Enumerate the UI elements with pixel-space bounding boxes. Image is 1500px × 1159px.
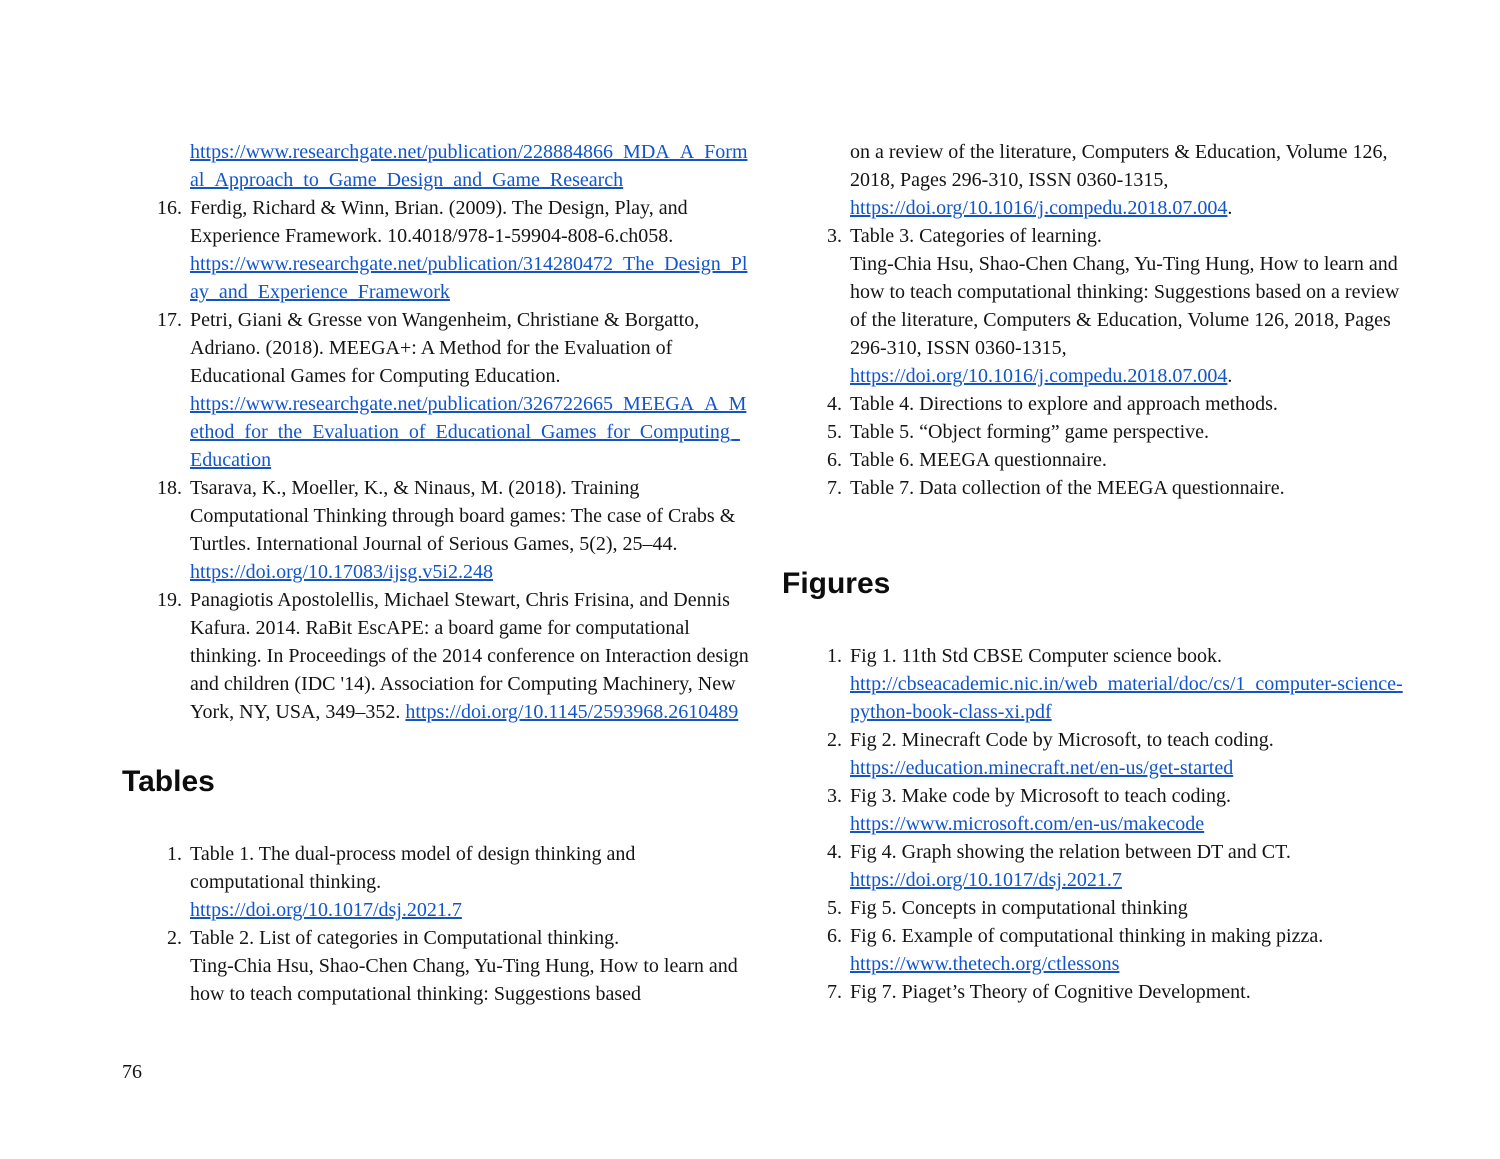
figures-item-5 <box>782 894 1414 922</box>
table-entry-text: Table 6. MEEGA questionnaire. <box>850 449 1107 471</box>
reference-link[interactable]: https://www.researchgate.net/publication/228884866_MDA_A_Formal_Approach_to_Game_Design_and_Game_Research <box>190 141 748 191</box>
reference-item-continuation <box>122 138 750 194</box>
table-entry-text: Table 3. Categories of learning. <box>850 225 1102 247</box>
reference-item-19 <box>122 586 750 726</box>
table-entry-text: Ting-Chia Hsu, Shao-Chen Chang, Yu-Ting Hung, How to learn and how to teach computational thinking: Suggestions based on a review of the literature, Computers & Education, Volume 126, 2018, Pages 296-310, ISSN 0360-1315, <box>850 253 1400 359</box>
figures-item-3 <box>782 782 1414 838</box>
table-entry-text: Table 2. List of categories in Computational thinking. <box>190 927 620 949</box>
list-number: 3. <box>827 785 842 807</box>
figure-entry-text: Fig 5. Concepts in computational thinking <box>850 897 1188 919</box>
reference-link[interactable]: https://www.researchgate.net/publication/326722665_MEEGA_A_Method_for_the_Evaluation_of_Educational_Games_for_Computing_Education <box>190 393 747 471</box>
reference-text: Ferdig, Richard & Winn, Brian. (2009). The Design, Play, and Experience Framework. 10.4018/978-1-59904-808-6.ch058. <box>190 197 688 247</box>
reference-text: Tsarava, K., Moeller, K., & Ninaus, M. (2018). Training Computational Thinking through board games: The case of Crabs & Turtles. International Journal of Serious Games, 5(2), 25–44. <box>190 477 736 555</box>
figures-item-1 <box>782 642 1414 726</box>
figures-item-7 <box>782 978 1414 1006</box>
tables-item-4 <box>782 390 1414 418</box>
list-number: 4. <box>827 841 842 863</box>
figure-entry-text: Fig 1. 11th Std CBSE Computer science book. <box>850 645 1223 667</box>
reference-text: Panagiotis Apostolellis, Michael Stewart, Chris Frisina, and Dennis Kafura. 2014. RaBit EscAPE: a board game for computational thinking. In Proceedings of the 2014 conference on Interaction design and children (IDC '14). Association for Computing Machinery, New York, NY, USA, 349–352. <box>190 589 749 723</box>
tables-item-2 <box>122 924 750 1008</box>
list-number: 7. <box>827 477 842 499</box>
table-entry-text: Ting-Chia Hsu, Shao-Chen Chang, Yu-Ting Hung, How to learn and how to teach computational thinking: Suggestions based <box>190 955 738 1005</box>
tables-item-3 <box>782 222 1414 390</box>
list-number: 7. <box>827 981 842 1003</box>
list-number: 1. <box>167 843 182 865</box>
list-number: 18. <box>157 477 182 499</box>
tables-heading: Tables <box>122 765 215 798</box>
list-number: 5. <box>827 421 842 443</box>
figure-entry-text: Fig 7. Piaget’s Theory of Cognitive Development. <box>850 981 1251 1003</box>
tables-item-1 <box>122 840 750 924</box>
reference-item-17 <box>122 306 750 474</box>
figure-entry-link[interactable]: https://www.microsoft.com/en-us/makecode <box>850 813 1205 835</box>
tables-item-2-continuation <box>782 138 1414 222</box>
reference-item-18 <box>122 474 750 586</box>
figure-entry-link[interactable]: https://www.thetech.org/ctlessons <box>850 953 1120 975</box>
reference-item-16 <box>122 194 750 306</box>
table-entry-text: Table 1. The dual-process model of design thinking and computational thinking. <box>190 843 636 893</box>
list-number: 19. <box>157 589 182 611</box>
table-entry-link[interactable]: https://doi.org/10.1016/j.compedu.2018.07.004 <box>850 365 1228 387</box>
table-entry-text: on a review of the literature, Computers & Education, Volume 126, 2018, Pages 296-310, ISSN 0360-1315, <box>850 141 1388 191</box>
list-number: 17. <box>157 309 182 331</box>
figure-entry-link[interactable]: http://cbseacademic.nic.in/web_material/doc/cs/1_computer-science-python-book-class-xi.pdf <box>850 673 1403 723</box>
list-number: 4. <box>827 393 842 415</box>
table-entry-text: Table 7. Data collection of the MEEGA questionnaire. <box>850 477 1285 499</box>
tables-item-7 <box>782 474 1414 502</box>
tables-item-6 <box>782 446 1414 474</box>
right-column <box>782 138 1414 1006</box>
list-number: 6. <box>827 925 842 947</box>
figure-entry-text: Fig 2. Minecraft Code by Microsoft, to teach coding. <box>850 729 1274 751</box>
left-column <box>122 138 750 1008</box>
reference-link[interactable]: https://doi.org/10.17083/ijsg.v5i2.248 <box>190 561 493 583</box>
figure-entry-link[interactable]: https://doi.org/10.1017/dsj.2021.7 <box>850 869 1122 891</box>
page-number: 76 <box>122 1061 142 1083</box>
table-entry-link[interactable]: https://doi.org/10.1016/j.compedu.2018.07.004 <box>850 197 1228 219</box>
table-entry-text: . <box>1227 197 1233 219</box>
figures-item-2 <box>782 726 1414 782</box>
list-number: 3. <box>827 225 842 247</box>
table-entry-text: Table 4. Directions to explore and approach methods. <box>850 393 1278 415</box>
list-number: 5. <box>827 897 842 919</box>
figure-entry-text: Fig 6. Example of computational thinking in making pizza. <box>850 925 1324 947</box>
list-number: 16. <box>157 197 182 219</box>
list-number: 1. <box>827 645 842 667</box>
reference-link[interactable]: https://doi.org/10.1145/2593968.2610489 <box>405 701 739 723</box>
reference-text: Petri, Giani & Gresse von Wangenheim, Christiane & Borgatto, Adriano. (2018). MEEGA+: A Method for the Evaluation of Educational Games for Computing Education. <box>190 309 700 387</box>
figures-heading: Figures <box>782 567 891 600</box>
list-number: 2. <box>167 927 182 949</box>
figure-entry-text: Fig 4. Graph showing the relation between DT and CT. <box>850 841 1291 863</box>
figures-item-4 <box>782 838 1414 894</box>
tables-item-5 <box>782 418 1414 446</box>
list-number: 2. <box>827 729 842 751</box>
table-entry-text: . <box>1227 365 1233 387</box>
table-entry-link[interactable]: https://doi.org/10.1017/dsj.2021.7 <box>190 899 462 921</box>
figure-entry-text: Fig 3. Make code by Microsoft to teach coding. <box>850 785 1232 807</box>
figures-item-6 <box>782 922 1414 978</box>
table-entry-text: Table 5. “Object forming” game perspective. <box>850 421 1210 443</box>
reference-link[interactable]: https://www.researchgate.net/publication/314280472_The_Design_Play_and_Experience_Framework <box>190 253 748 303</box>
list-number: 6. <box>827 449 842 471</box>
figure-entry-link[interactable]: https://education.minecraft.net/en-us/get-started <box>850 757 1234 779</box>
